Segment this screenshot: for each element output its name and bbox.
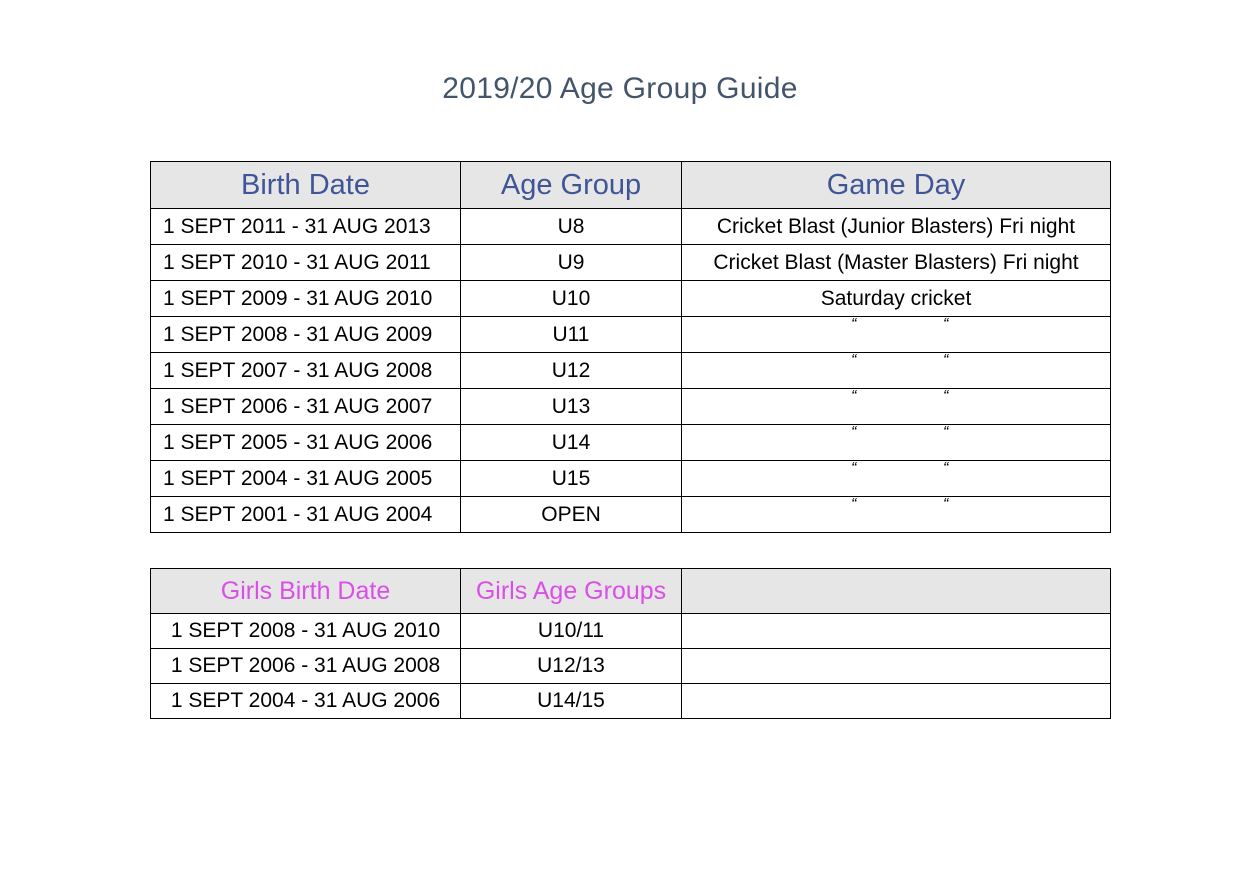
game-day-cell: Cricket Blast (Master Blasters) Fri night — [682, 245, 1111, 281]
girls-age-group-table — [150, 568, 1111, 719]
ditto-mark: “ — [943, 496, 949, 513]
table-row — [151, 353, 1111, 389]
table-row — [151, 497, 1111, 533]
girls-empty-cell — [682, 684, 1111, 719]
table-header-row — [151, 162, 1111, 209]
ditto-mark: “ — [851, 316, 857, 333]
birth-date-cell: 1 SEPT 2001 - 31 AUG 2004 — [151, 497, 461, 533]
ditto-mark: “ — [851, 424, 857, 441]
ditto-mark: “ — [851, 352, 857, 369]
header-birth-date: Birth Date — [151, 162, 461, 209]
table-row — [151, 461, 1111, 497]
ditto-mark: “ — [851, 496, 857, 513]
ditto-mark: “ — [851, 388, 857, 405]
game-day-cell — [682, 461, 1111, 497]
table-row — [151, 425, 1111, 461]
girls-table-header-row — [151, 569, 1111, 614]
table-row — [151, 649, 1111, 684]
table-row — [151, 209, 1111, 245]
game-day-cell — [682, 425, 1111, 461]
age-group-cell: U15 — [461, 461, 682, 497]
birth-date-cell: 1 SEPT 2008 - 31 AUG 2009 — [151, 317, 461, 353]
girls-birth-date-cell: 1 SEPT 2008 - 31 AUG 2010 — [151, 614, 461, 649]
ditto-mark: “ — [943, 424, 949, 441]
table-row — [151, 245, 1111, 281]
ditto-mark: “ — [943, 460, 949, 477]
age-group-cell: U10 — [461, 281, 682, 317]
age-group-cell: OPEN — [461, 497, 682, 533]
girls-empty-cell — [682, 614, 1111, 649]
game-day-cell: Cricket Blast (Junior Blasters) Fri night — [682, 209, 1111, 245]
girls-birth-date-cell: 1 SEPT 2004 - 31 AUG 2006 — [151, 684, 461, 719]
birth-date-cell: 1 SEPT 2007 - 31 AUG 2008 — [151, 353, 461, 389]
age-group-table — [150, 161, 1111, 533]
age-group-cell: U13 — [461, 389, 682, 425]
header-girls-empty — [682, 569, 1111, 614]
game-day-cell — [682, 497, 1111, 533]
game-day-cell: Saturday cricket — [682, 281, 1111, 317]
ditto-mark: “ — [943, 352, 949, 369]
birth-date-cell: 1 SEPT 2009 - 31 AUG 2010 — [151, 281, 461, 317]
header-girls-age-groups: Girls Age Groups — [461, 569, 682, 614]
header-girls-birth-date: Girls Birth Date — [151, 569, 461, 614]
age-group-cell: U9 — [461, 245, 682, 281]
ditto-marks — [831, 388, 961, 414]
birth-date-cell: 1 SEPT 2005 - 31 AUG 2006 — [151, 425, 461, 461]
girls-birth-date-cell: 1 SEPT 2006 - 31 AUG 2008 — [151, 649, 461, 684]
age-group-cell: U14 — [461, 425, 682, 461]
table-row — [151, 684, 1111, 719]
age-group-cell: U12 — [461, 353, 682, 389]
game-day-cell — [682, 353, 1111, 389]
table-row — [151, 317, 1111, 353]
game-day-cell — [682, 317, 1111, 353]
table-row — [151, 389, 1111, 425]
ditto-mark: “ — [943, 388, 949, 405]
age-group-cell: U8 — [461, 209, 682, 245]
ditto-mark: “ — [943, 316, 949, 333]
table-row — [151, 614, 1111, 649]
ditto-mark: “ — [851, 460, 857, 477]
ditto-marks — [831, 424, 961, 450]
birth-date-cell: 1 SEPT 2010 - 31 AUG 2011 — [151, 245, 461, 281]
birth-date-cell: 1 SEPT 2011 - 31 AUG 2013 — [151, 209, 461, 245]
age-group-cell: U11 — [461, 317, 682, 353]
page-title: 2019/20 Age Group Guide — [442, 72, 798, 105]
birth-date-cell: 1 SEPT 2006 - 31 AUG 2007 — [151, 389, 461, 425]
header-game-day: Game Day — [682, 162, 1111, 209]
girls-age-group-cell: U14/15 — [461, 684, 682, 719]
header-age-group: Age Group — [461, 162, 682, 209]
girls-age-group-cell: U10/11 — [461, 614, 682, 649]
ditto-marks — [831, 352, 961, 378]
ditto-marks — [831, 460, 961, 486]
ditto-marks — [831, 316, 961, 342]
game-day-cell — [682, 389, 1111, 425]
ditto-marks — [831, 496, 961, 522]
table-row — [151, 281, 1111, 317]
girls-empty-cell — [682, 649, 1111, 684]
girls-age-group-cell: U12/13 — [461, 649, 682, 684]
birth-date-cell: 1 SEPT 2004 - 31 AUG 2005 — [151, 461, 461, 497]
